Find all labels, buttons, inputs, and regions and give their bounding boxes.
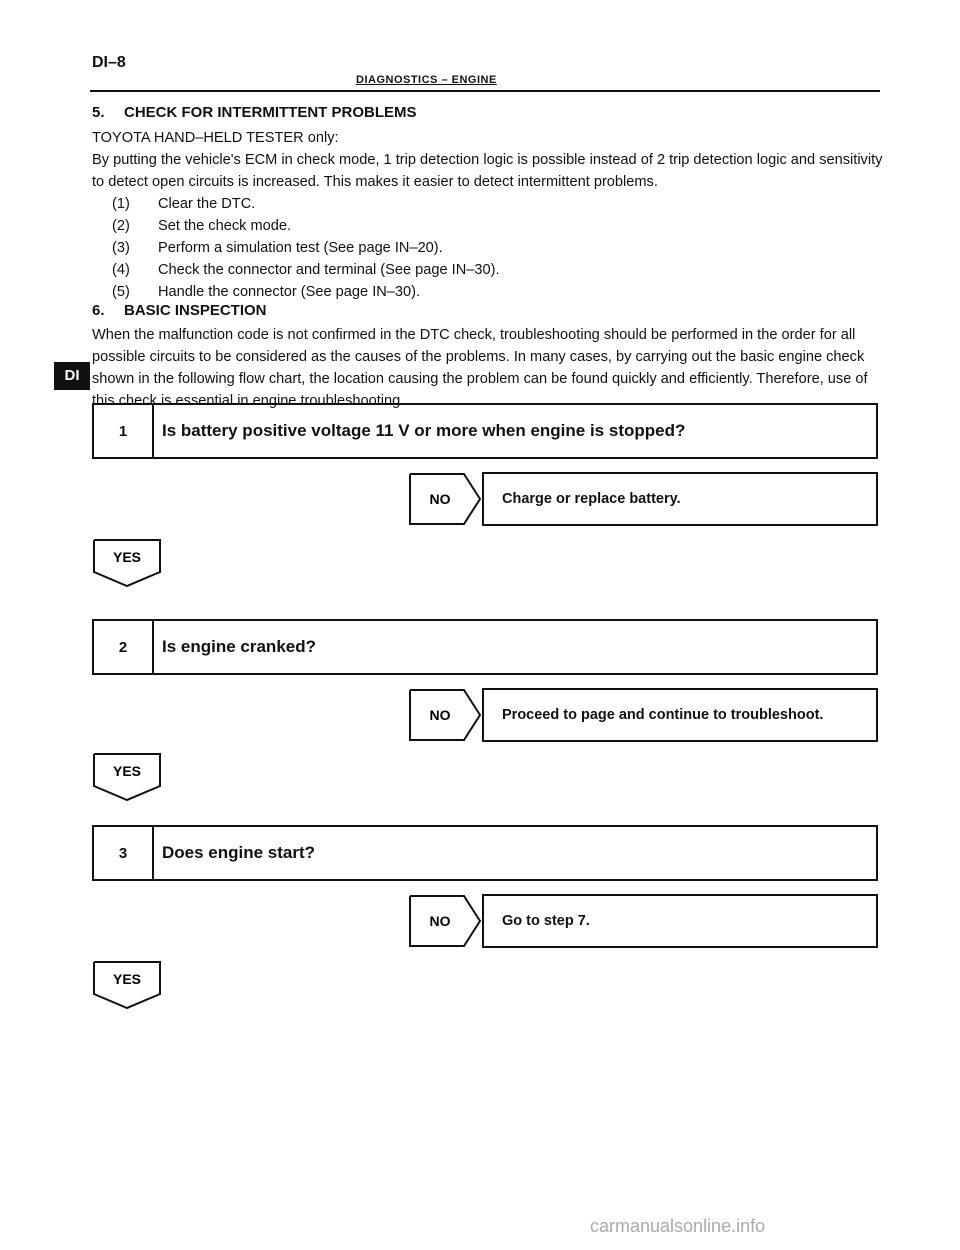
no-result-text: Go to step 7.	[502, 913, 590, 929]
list-item-text: Check the connector and terminal (See page IN–30).	[158, 262, 500, 278]
list-item	[112, 215, 291, 237]
yes-arrow-icon	[92, 538, 162, 588]
no-result-box	[482, 472, 878, 526]
flow-step-box	[92, 403, 878, 459]
no-label: NO	[429, 707, 451, 723]
list-item	[112, 193, 255, 215]
yes-label: YES	[112, 763, 142, 779]
footer-watermark: carmanualsonline.info	[590, 1216, 766, 1236]
section-6-paragraph: When the malfunction code is not confirmed in the DTC check, troubleshooting should be performed in the order for all possible circuits to be considered as the causes of the problems. In many cases, by carrying out the basic engine check shown in the following flow chart, the location causing the problem can be found quickly and efficiently. Therefore, use of this check is essential in engine troubleshooting.	[92, 327, 868, 409]
list-item-number: (1)	[112, 196, 130, 212]
section-6-heading	[92, 302, 267, 319]
list-item-text: Set the check mode.	[158, 218, 292, 234]
no-arrow-icon	[408, 472, 488, 526]
list-item-text: Handle the connector (See page IN–30).	[158, 284, 421, 300]
flow-step-box	[92, 825, 878, 881]
no-label: NO	[429, 491, 451, 507]
yes-arrow-icon	[92, 960, 162, 1010]
list-item-number: (3)	[112, 240, 130, 256]
section-5-subtitle: TOYOTA HAND–HELD TESTER only:	[92, 130, 339, 146]
yes-label: YES	[112, 971, 142, 987]
section-tab-marker: DI	[54, 362, 90, 390]
list-item	[112, 281, 420, 303]
flow-step-box	[92, 619, 878, 675]
flow-step-number: 1	[94, 405, 154, 457]
section-5-number: 5.	[92, 104, 105, 121]
flow-step-question: Is battery positive voltage 11 V or more when engine is stopped?	[162, 421, 686, 440]
no-result-text: Proceed to page and continue to troubleshoot.	[502, 707, 824, 723]
flow-step-number: 3	[94, 827, 154, 879]
section-5-title: CHECK FOR INTERMITTENT PROBLEMS	[124, 104, 417, 121]
yes-arrow-icon	[92, 752, 162, 802]
no-label: NO	[429, 913, 451, 929]
list-item	[112, 259, 500, 281]
yes-label: YES	[112, 549, 142, 565]
list-item-number: (2)	[112, 218, 130, 234]
no-result-text: Charge or replace battery.	[502, 491, 681, 507]
header-divider	[90, 90, 880, 92]
section-5-paragraph: By putting the vehicle's ECM in check mode, 1 trip detection logic is possible instead of 2 trip detection logic and sensitivity to detect open circuits is increased. This makes it easier to detect intermittent problems.	[92, 152, 883, 190]
list-item-number: (4)	[112, 262, 130, 278]
list-item	[112, 237, 443, 259]
section-6-number: 6.	[92, 302, 105, 319]
no-arrow-icon	[408, 894, 488, 948]
no-result-box	[482, 894, 878, 948]
no-result-box	[482, 688, 878, 742]
flow-step-question: Does engine start?	[162, 843, 316, 862]
list-item-text: Clear the DTC.	[158, 196, 256, 212]
section-5-heading	[92, 104, 417, 121]
list-item-text: Perform a simulation test (See page IN–20).	[158, 240, 443, 256]
flow-step-number: 2	[94, 621, 154, 673]
page-number: DI–8	[92, 54, 126, 71]
section-6-title: BASIC INSPECTION	[124, 302, 267, 319]
flow-step-question: Is engine cranked?	[162, 637, 316, 656]
no-arrow-icon	[408, 688, 488, 742]
list-item-number: (5)	[112, 284, 130, 300]
page-header-title: DIAGNOSTICS – ENGINE	[356, 74, 497, 86]
